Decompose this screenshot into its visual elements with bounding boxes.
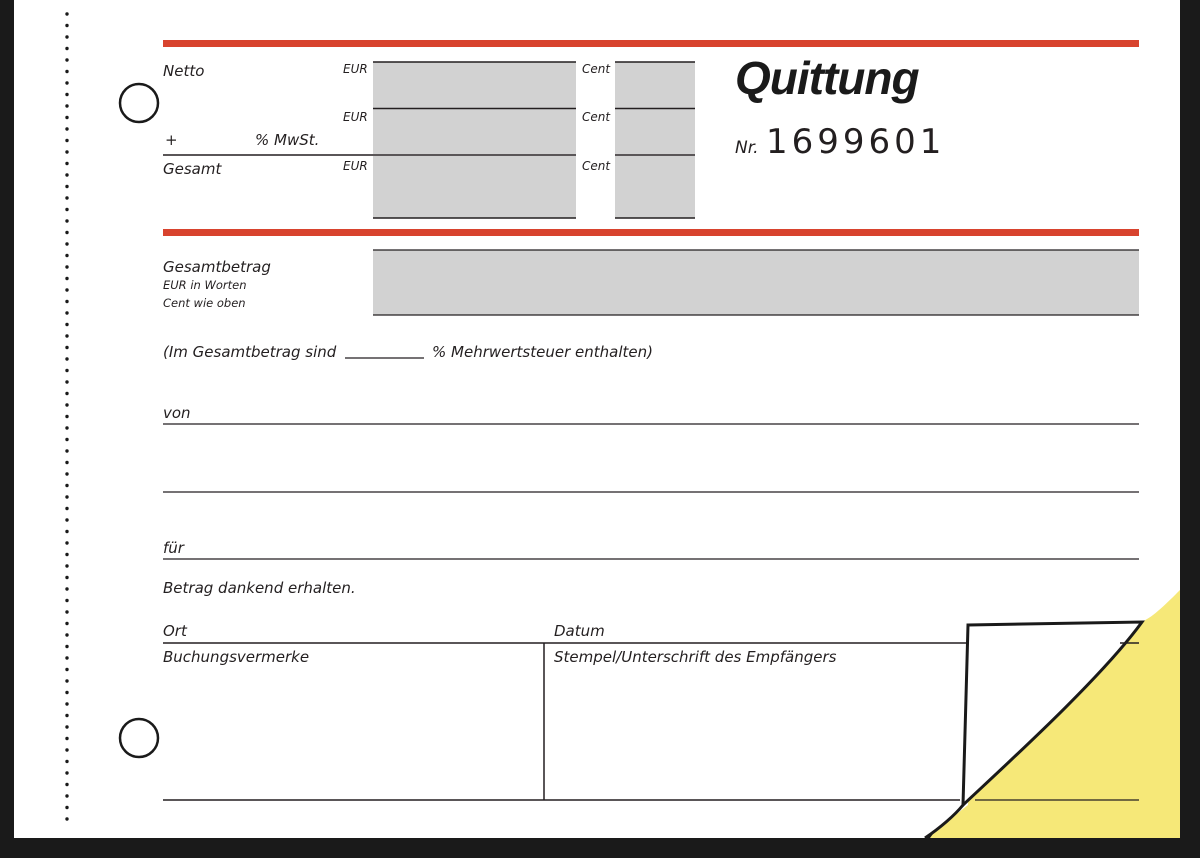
perforation-dot xyxy=(65,415,68,418)
eur-label-gesamt: EUR xyxy=(343,159,368,173)
perforation-dot xyxy=(65,449,68,452)
perforation-dot xyxy=(65,334,68,337)
von-label: von xyxy=(163,404,191,422)
perforation-dot xyxy=(65,472,68,475)
perforation-dot xyxy=(65,35,68,38)
mwst-label: % MwSt. xyxy=(255,131,320,149)
perforation-dot xyxy=(65,116,68,119)
fuer-label: für xyxy=(163,539,184,557)
perforation-dot xyxy=(65,277,68,280)
perforation-dot xyxy=(65,507,68,510)
perforation-dot xyxy=(65,702,68,705)
perforation-dot xyxy=(65,484,68,487)
perforation-dot xyxy=(65,691,68,694)
stempel-unterschrift-label: Stempel/Unterschrift des Empfängers xyxy=(554,648,837,666)
gesamt-label: Gesamt xyxy=(163,160,222,178)
perforation-dot xyxy=(65,553,68,556)
perforation-dot xyxy=(65,564,68,567)
perforation-dot xyxy=(65,714,68,717)
gesamtbetrag-sub-eur: EUR in Worten xyxy=(163,278,247,292)
perforation-dot xyxy=(65,369,68,372)
binding-hole-top xyxy=(120,84,158,122)
perforation-dot xyxy=(65,47,68,50)
form-title: Quittung xyxy=(735,52,919,104)
perforation-dot xyxy=(65,610,68,613)
perforation-dot xyxy=(65,311,68,314)
perforation-dot xyxy=(65,760,68,763)
perforation-dot xyxy=(65,725,68,728)
perforation-dot xyxy=(65,127,68,130)
gesamtbetrag-field[interactable] xyxy=(373,250,1139,315)
perforation-dot xyxy=(65,656,68,659)
perforation-dot xyxy=(65,576,68,579)
perforation-dot xyxy=(65,461,68,464)
perforation-dot xyxy=(65,806,68,809)
perforation-dot xyxy=(65,104,68,107)
mwst-note-start: (Im Gesamtbetrag sind xyxy=(163,343,337,361)
perforation-dot xyxy=(65,748,68,751)
perforation-dot xyxy=(65,81,68,84)
perforation-dot xyxy=(65,380,68,383)
perforation-dot xyxy=(65,196,68,199)
perforation-dot xyxy=(65,24,68,27)
perforation-dot xyxy=(65,541,68,544)
perforation-dot xyxy=(65,426,68,429)
perforation-dot xyxy=(65,12,68,15)
cent-field-gesamt[interactable] xyxy=(615,156,695,218)
red-bar-top xyxy=(163,40,1139,47)
eur-label-netto: EUR xyxy=(343,62,368,76)
perforation-dot xyxy=(65,518,68,521)
eur-field-mwst[interactable] xyxy=(373,109,576,154)
perforation-dot xyxy=(65,265,68,268)
ort-label: Ort xyxy=(163,622,187,640)
perforation-dot xyxy=(65,403,68,406)
gesamtbetrag-sub-cent: Cent wie oben xyxy=(163,296,246,310)
perforation-dot xyxy=(65,323,68,326)
perforation-dot xyxy=(65,150,68,153)
perforation-dot xyxy=(65,633,68,636)
perforation-dot xyxy=(65,162,68,165)
receipt-number: 1699601 xyxy=(766,122,946,162)
perforation-dot xyxy=(65,599,68,602)
eur-field-gesamt[interactable] xyxy=(373,156,576,218)
perforation-dot xyxy=(65,438,68,441)
red-bar-middle xyxy=(163,229,1139,236)
perforation-dot xyxy=(65,392,68,395)
perforation-dot xyxy=(65,70,68,73)
perforation-dot xyxy=(65,622,68,625)
cent-label-gesamt: Cent xyxy=(582,159,611,173)
perforation-dot xyxy=(65,794,68,797)
perforation-dot xyxy=(65,530,68,533)
cent-field-netto[interactable] xyxy=(615,62,695,108)
perforation-dot xyxy=(65,139,68,142)
cent-label-netto: Cent xyxy=(582,62,611,76)
betrag-erhalten-text: Betrag dankend erhalten. xyxy=(163,579,356,597)
perforation-dot xyxy=(65,587,68,590)
perforation-dot xyxy=(65,645,68,648)
perforation-dot xyxy=(65,58,68,61)
datum-label: Datum xyxy=(554,622,605,640)
perforation-dot xyxy=(65,783,68,786)
binding-hole-bottom xyxy=(120,719,158,757)
perforation-dot xyxy=(65,242,68,245)
perforation-dot xyxy=(65,346,68,349)
perforation-dot xyxy=(65,254,68,257)
perforation-dot xyxy=(65,93,68,96)
perforation-dot xyxy=(65,208,68,211)
perforation-dot xyxy=(65,737,68,740)
perforation-dot xyxy=(65,231,68,234)
netto-label: Netto xyxy=(163,62,205,80)
perforation-dot xyxy=(65,185,68,188)
gesamtbetrag-label: Gesamtbetrag xyxy=(163,258,271,276)
perforation-dot xyxy=(65,357,68,360)
perforation-dot xyxy=(65,679,68,682)
perforation-dot xyxy=(65,300,68,303)
eur-field-netto[interactable] xyxy=(373,62,576,108)
perforation-dot xyxy=(65,668,68,671)
buchungsvermerke-label: Buchungsvermerke xyxy=(163,648,310,666)
perforation-dot xyxy=(65,219,68,222)
perforation-dot xyxy=(65,817,68,820)
plus-sign: + xyxy=(165,131,178,149)
cent-label-mwst: Cent xyxy=(582,110,611,124)
perforation-dot xyxy=(65,173,68,176)
eur-label-mwst: EUR xyxy=(343,110,368,124)
mwst-note-end: % Mehrwertsteuer enthalten) xyxy=(432,343,653,361)
perforation-dot xyxy=(65,495,68,498)
perforation-dot xyxy=(65,771,68,774)
number-label: Nr. xyxy=(735,138,759,158)
perforation-dot xyxy=(65,288,68,291)
cent-field-mwst[interactable] xyxy=(615,109,695,154)
